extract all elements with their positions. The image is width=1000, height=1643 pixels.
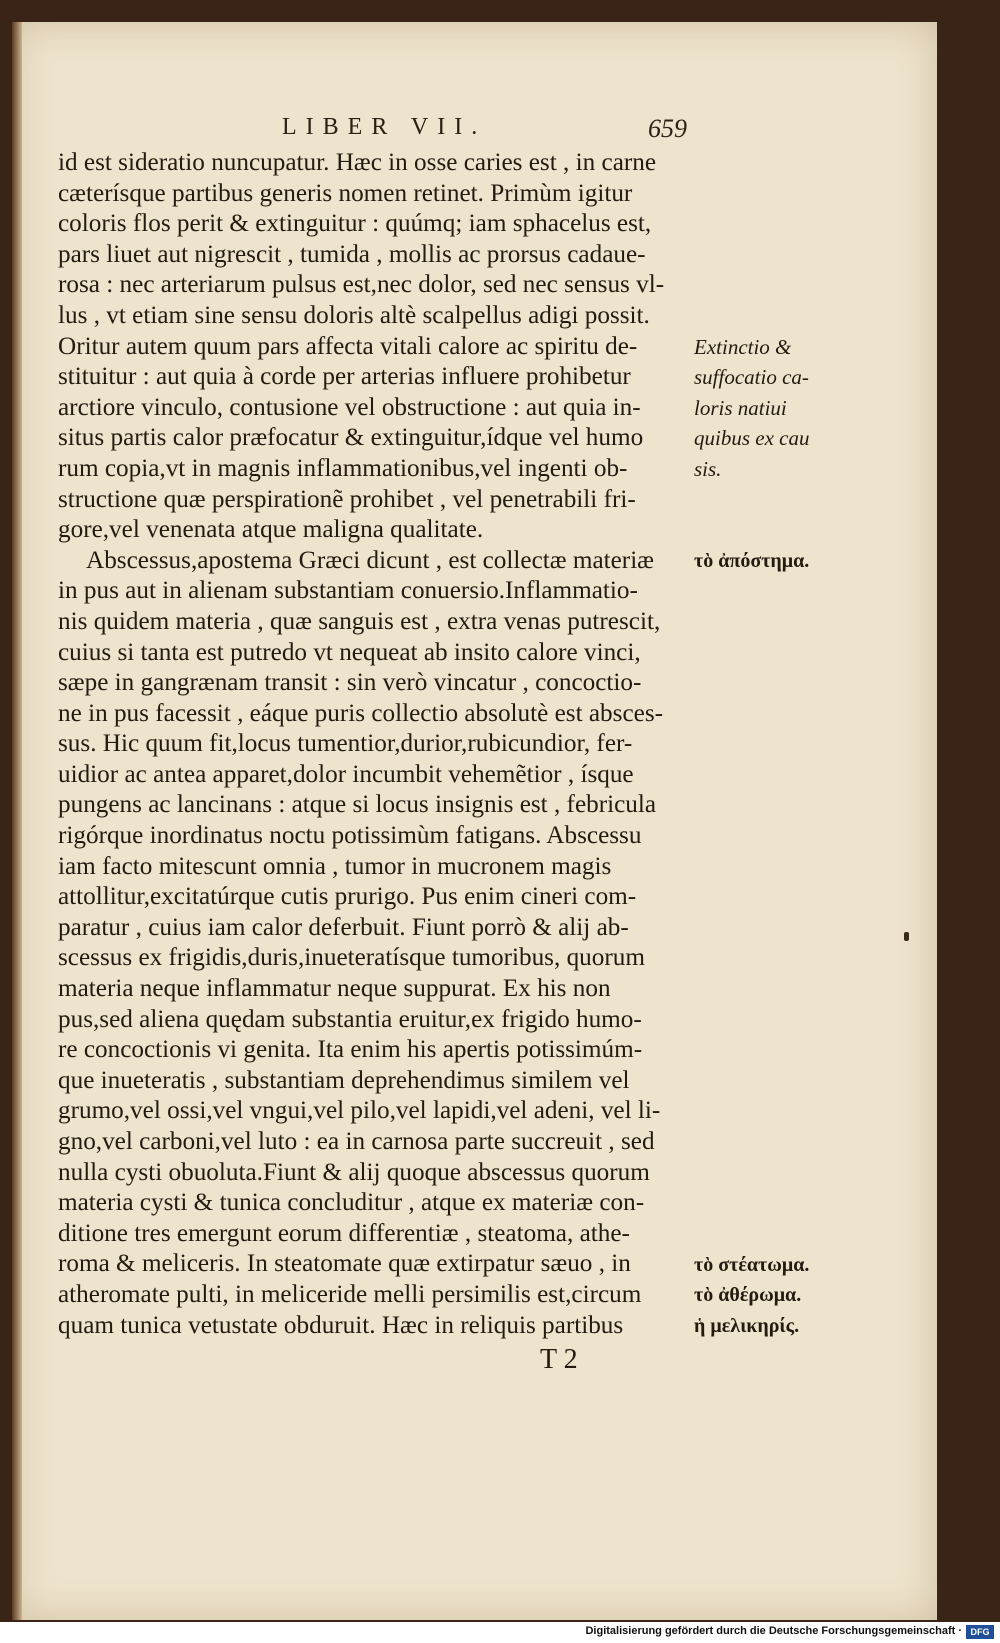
page-number: 659 [648,114,687,143]
text-line: atheromate pulti, in meliceride melli persimilis est,circum [58,1280,642,1308]
text-line: arctiore vinculo, contusione vel obstructione : aut quia in- [58,393,641,421]
text-line: iam facto mitescunt omnia , tumor in mucronem magis [58,852,612,880]
text-line: ne in pus facessit , eáque puris collectio absolutè est absces- [58,699,664,727]
text-line: re concoctionis vi genita. Ita enim his apertis potissimúm- [58,1036,643,1064]
text-line: sus. Hic quum fit,locus tumentior,durior,rubicundior, fer- [58,730,633,758]
text-line: pus,sed aliena quędam substantia eruitur,ex frigido humo- [58,1005,642,1033]
margin-note: τὸ ἀπόστημα. [694,549,810,572]
margin-note: ἡ μελικηρίς. [694,1314,800,1337]
text-line: cuius si tanta est putredo vt nequeat ab insito calore vinci, [58,638,641,666]
text-line: grumo,vel ossi,vel vngui,vel pilo,vel lapidi,vel adeni, vel li- [58,1097,661,1125]
text-line: in pus aut in alienam substantiam conuersio.Inflammatio- [58,577,638,605]
text-line: uidior ac antea apparet,dolor incumbit vehemẽtior , ísque [58,760,634,788]
main-text-block [58,148,694,1341]
text-line: gno,vel carboni,vel luto : ea in carnosa parte succreuit , sed [58,1128,655,1155]
text-line: Oritur autem quum pars affecta vitali calore ac spiritu de- [58,332,638,360]
text-line: que inueteratis , substantiam deprehendimus similem vel [58,1066,630,1094]
running-head: LIBER VII. [282,114,487,140]
text-line: paratur , cuius iam calor deferbuit. Fiunt porrò & alij ab- [58,913,629,941]
text-line: nulla cysti obuoluta.Fiunt & alij quoque abscessus quorum [58,1158,650,1186]
page-gutter-shadow [12,22,22,1620]
text-line: pars liuet aut nigrescit , tumida , mollis ac prorsus cadaue- [58,240,646,268]
text-line: coloris flos perit & extinguitur : quúmq; iam sphacelus est, [58,210,652,238]
book-page [12,22,937,1620]
dfg-logo: DFG [966,1625,994,1639]
text-line: nis quidem materia , quæ sanguis est , extra venas putrescit, [58,607,661,635]
ink-speck [904,932,909,941]
text-line: roma & meliceris. In steatomate quæ extirpatur sæuo , in [58,1250,631,1278]
text-line: quam tunica vetustate obduruit. Hæc in reliquis partibus [58,1311,624,1339]
text-line: materia cysti & tunica concluditur , atque ex materiæ con- [58,1189,645,1217]
text-line: Abscessus,apostema Græci dicunt , est collectæ materiæ [86,546,654,574]
text-line: id est sideratio nuncupatur. Hæc in osse caries est , in carne [58,149,657,176]
margin-note: suffocatio ca- [694,365,809,390]
funding-credit: Digitalisierung gefördert durch die Deutsche Forschungsgemeinschaft · [585,1625,962,1637]
text-line: lus , vt etiam sine sensu doloris altè scalpellus adigi possit. [58,301,650,329]
text-line: sæpe in gangrænam transit : sin verò vincatur , concoctio- [58,669,642,697]
page-header [12,114,937,150]
text-line: pungens ac lancinans : atque si locus insignis est , febricula [58,791,657,819]
text-line: rigórque inordinatus noctu potissimùm fatigans. Abscessu [58,822,642,850]
margin-note: Extinctio & [694,334,792,359]
text-line: situs partis calor præfocatur & extinguitur,ídque vel humo [58,424,644,452]
text-line: cæterísque partibus generis nomen retinet. Primùm igitur [58,179,633,207]
digitization-footer [0,1622,1000,1643]
signature-mark: T 2 [540,1344,578,1375]
text-line: materia neque inflammatur neque suppurat. Ex his non [58,975,611,1003]
margin-note: τὸ ἀθέρωμα. [694,1284,802,1307]
margin-note: sis. [694,457,722,481]
text-line: stituitur : aut quia à corde per arterias influere prohibetur [58,363,631,391]
margin-note: τὸ στέατωμα. [694,1253,810,1276]
text-line: rum copia,vt in magnis inflammationibus,vel ingenti ob- [58,454,628,482]
text-line: scessus ex frigidis,duris,inueteratísque tumoribus, quorum [58,944,645,972]
text-line: structione quæ perspirationẽ prohibet , vel penetrabili fri- [58,485,636,513]
margin-note: loris natiui [694,395,787,420]
text-line: gore,vel venenata atque maligna qualitate. [58,516,484,544]
text-line: rosa : nec arteriarum pulsus est,nec dolor, sed nec sensus vl- [58,271,665,299]
text-line: attollitur,excitatúrque cutis prurigo. Pus enim cineri com- [58,883,637,911]
margin-note: quibus ex cau [694,426,810,451]
text-line: ditione tres emergunt eorum differentiæ , steatoma, athe- [58,1219,630,1247]
